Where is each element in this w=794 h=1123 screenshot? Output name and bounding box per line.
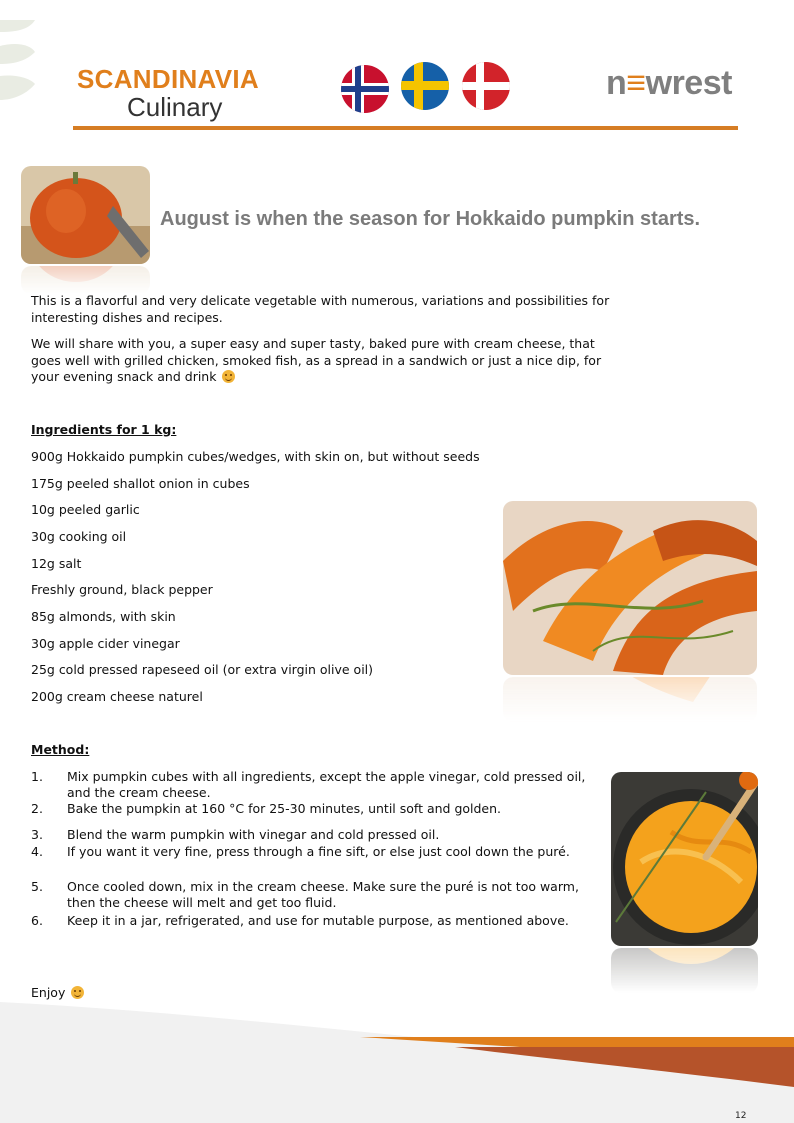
baked-pumpkin-photo xyxy=(503,501,757,675)
ingredient-item: 12g salt xyxy=(31,556,82,571)
corner-decoration xyxy=(0,18,40,103)
sweden-flag-icon xyxy=(401,62,449,110)
ingredient-item: 200g cream cheese naturel xyxy=(31,689,203,704)
step-number: 6. xyxy=(31,913,43,928)
step-number: 1. xyxy=(31,769,43,784)
norway-flag-icon xyxy=(341,65,389,113)
ingredient-item: 85g almonds, with skin xyxy=(31,609,176,624)
baked-pumpkin-photo-reflection xyxy=(503,677,757,722)
step-number: 3. xyxy=(31,827,43,842)
intro-paragraph-2: We will share with you, a super easy and super tasty, baked pure with cream cheese, that goes well with grilled chicken, smoked fish, as a spread in a sandwich or just a nice dip, for your evening snack and drink xyxy=(31,336,602,384)
newrest-logo: n≡wrest xyxy=(606,64,732,102)
pumpkin-puree-photo xyxy=(611,772,758,946)
pumpkin-photo-reflection xyxy=(21,266,150,294)
ingredient-item: 30g cooking oil xyxy=(31,529,127,544)
pumpkin-photo xyxy=(21,166,150,264)
step-number: 4. xyxy=(31,844,43,859)
closing-text: Enjoy xyxy=(31,985,151,1002)
step-text: Once cooled down, mix in the cream cheese. Make sure the puré is not too warm, then the cheese will melt and get too fluid. xyxy=(67,879,579,910)
step-text: Keep it in a jar, refrigerated, and use for mutable purpose, as mentioned above. xyxy=(67,913,569,928)
step-number: 5. xyxy=(31,879,43,894)
smiley-icon xyxy=(222,370,235,383)
page-number: 12 xyxy=(735,1111,747,1121)
pumpkin-puree-photo-reflection xyxy=(611,948,758,993)
step-text: Bake the pumpkin at 160 °C for 25-30 minutes, until soft and golden. xyxy=(67,801,502,816)
step-number: 2. xyxy=(31,801,43,816)
ingredient-item: 175g peeled shallot onion in cubes xyxy=(31,476,250,491)
intro-paragraph-1: This is a flavorful and very delicate vegetable with numerous, variations and possibilities for interesting dishes and recipes. xyxy=(31,293,610,325)
ingredient-item: 25g cold pressed rapeseed oil (or extra virgin olive oil) xyxy=(31,662,374,677)
step-text: Mix pumpkin cubes with all ingredients, except the apple vinegar, cold pressed oil, and the cream cheese. xyxy=(67,769,586,800)
brand-title: SCANDINAVIA xyxy=(77,64,259,94)
headline: August is when the season for Hokkaido pumpkin starts. xyxy=(160,208,701,230)
ingredients-title: Ingredients for 1 kg: xyxy=(31,422,177,437)
footer-decoration xyxy=(0,990,794,1123)
ingredient-item: 900g Hokkaido pumpkin cubes/wedges, with skin on, but without seeds xyxy=(31,449,480,464)
ingredient-item: 10g peeled garlic xyxy=(31,502,140,517)
ingredient-item: Freshly ground, black pepper xyxy=(31,582,213,597)
step-text: Blend the warm pumpkin with vinegar and cold pressed oil. xyxy=(67,827,440,842)
denmark-flag-icon xyxy=(462,62,510,110)
header-divider xyxy=(73,126,738,130)
step-text: If you want it very fine, press through a fine sift, or else just cool down the puré. xyxy=(67,844,570,859)
method-title: Method: xyxy=(31,742,90,757)
ingredient-item: 30g apple cider vinegar xyxy=(31,636,180,651)
brand-subtitle: Culinary xyxy=(127,92,223,122)
